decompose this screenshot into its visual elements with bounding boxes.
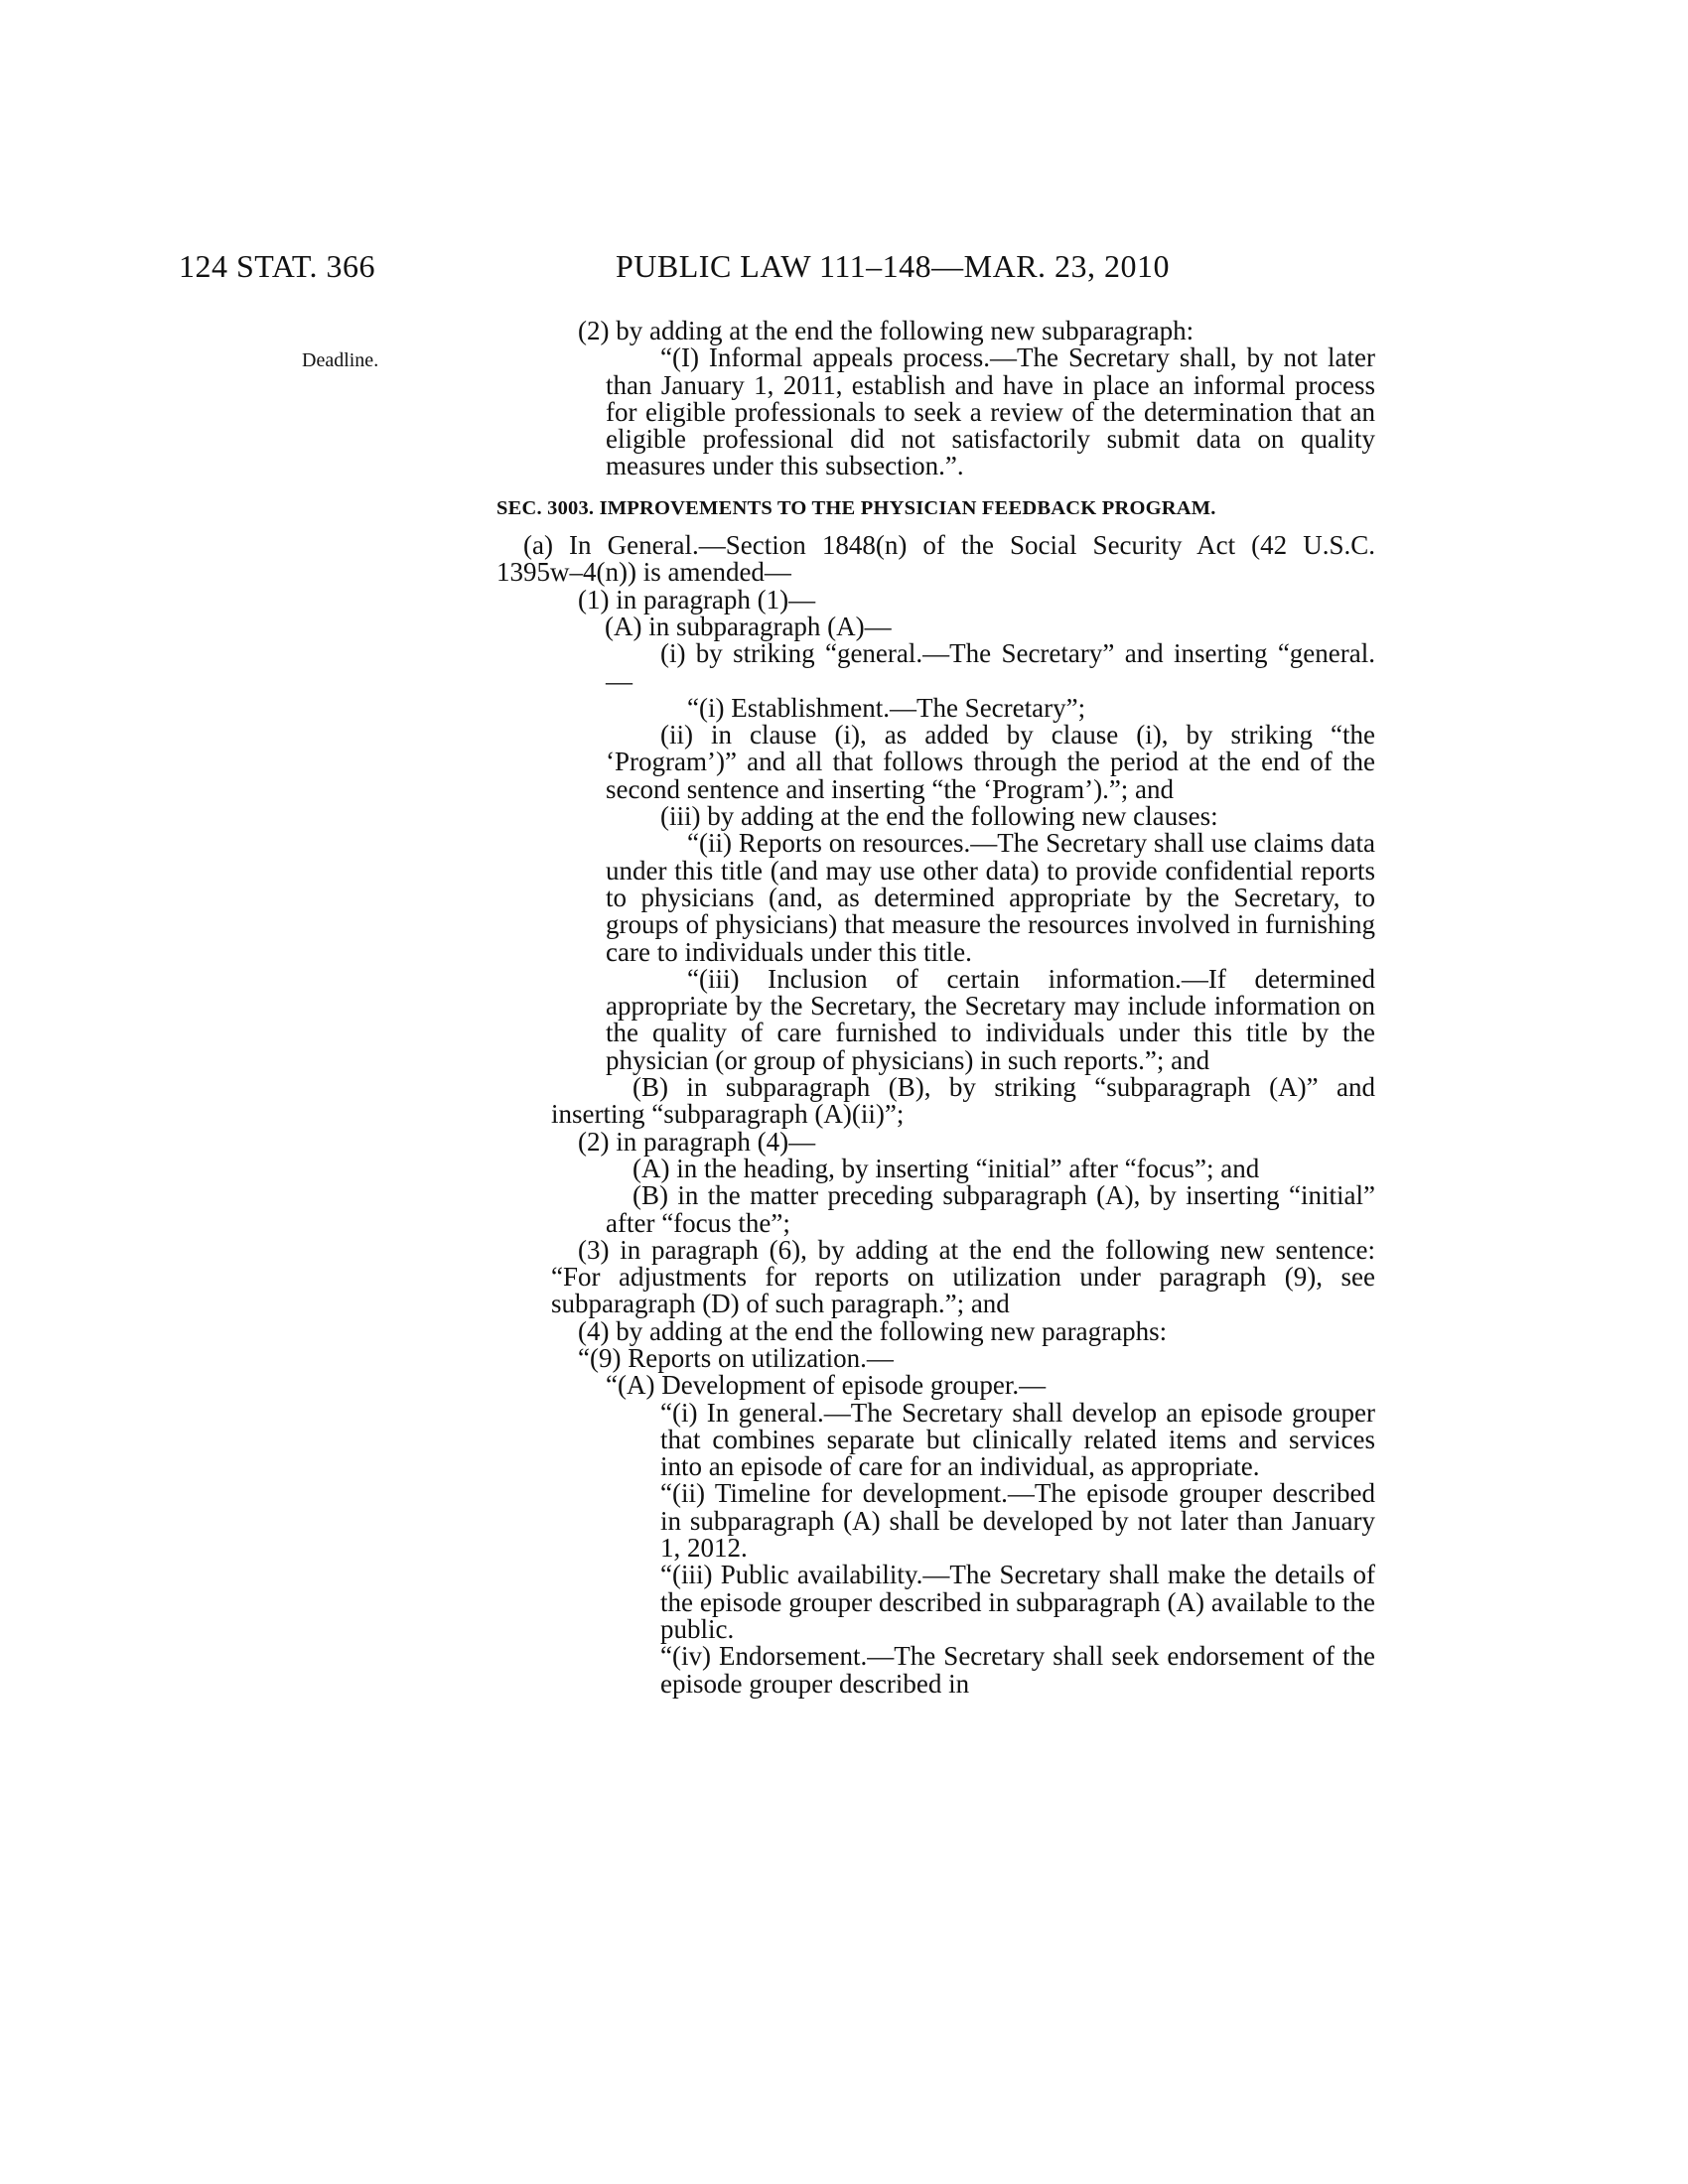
- paragraph: (2) in paragraph (4)—: [578, 1126, 816, 1157]
- paragraph: (2) by adding at the end the following new subparagraph:: [578, 316, 1195, 345]
- paragraph: “(A) Development of episode grouper.—: [606, 1370, 1047, 1401]
- paragraph: “(iii) Inclusion of certain information.—If determined appropriate by the Secretary, the Secretary may include information on the quality of care furnished to individuals under this title by the physician (or group of physicians) in such reports.”; and: [606, 963, 1375, 1075]
- paragraph: “(i) In general.—The Secretary shall develop an episode grouper that combines separate but clinically related items and services into an episode of care for an individual, as appropriate.: [660, 1397, 1375, 1482]
- paragraph: (B) in subparagraph (B), by striking “subparagraph (A)” and inserting “subparagraph (A)(ii)”;: [551, 1072, 1375, 1130]
- paragraph: (a) In General.—Section 1848(n) of the Social Security Act (42 U.S.C. 1395w–4(n)) is amended—: [496, 530, 1375, 588]
- paragraph: “(I) Informal appeals process.—The Secretary shall, by not later than January 1, 2011, establish and have in place an informal process for eligible professionals to seek a review of the determination that an eligible professional did not satisfactorily submit data on quality measures under this subsection.”.: [606, 342, 1375, 481]
- paragraph: (iii) by adding at the end the following new clauses:: [660, 801, 1218, 832]
- section-heading: SEC. 3003. IMPROVEMENTS TO THE PHYSICIAN FEEDBACK PROGRAM.: [496, 496, 1216, 519]
- statute-page-number: 124 STAT. 366: [179, 248, 376, 284]
- paragraph: “(i) Establishment.—The Secretary”;: [687, 692, 1086, 723]
- paragraph: “(9) Reports on utilization.—: [578, 1342, 894, 1373]
- paragraph: (ii) in clause (i), as added by clause (i), by striking “the ‘Program’)” and all that follows through the period at the end of the second sentence and inserting “the ‘Program’).”; and: [606, 720, 1375, 804]
- paragraph: (3) in paragraph (6), by adding at the end the following new sentence: “For adjustments for reports on utilization under paragraph (9), see subparagraph (D) of such paragraph.”; and: [551, 1234, 1375, 1319]
- paragraph: (1) in paragraph (1)—: [578, 584, 816, 614]
- paragraph: (4) by adding at the end the following new paragraphs:: [578, 1315, 1168, 1346]
- body-text: [496, 316, 1375, 1699]
- paragraph: (i) by striking “general.—The Secretary” and inserting “general.—: [606, 638, 1375, 696]
- paragraph: “(ii) Reports on resources.—The Secretary shall use claims data under this title (and may use other data) to provide confidential reports to physicians (and, as determined appropriate by the Secretary, to groups of physicians) that measure the resources involved in furnishing care to individuals under this title.: [606, 828, 1375, 967]
- paragraph: (A) in subparagraph (A)—: [605, 611, 892, 641]
- paragraph: (A) in the heading, by inserting “initial” after “focus”; and: [633, 1153, 1260, 1183]
- section-body: [496, 532, 1375, 1698]
- paragraph: (B) in the matter preceding subparagraph (A), by inserting “initial” after “focus the”;: [606, 1180, 1375, 1238]
- paragraph: “(ii) Timeline for development.—The episode grouper described in subparagraph (A) shall be developed by not later than January 1, 2012.: [660, 1478, 1375, 1564]
- margin-note-deadline: Deadline.: [302, 349, 379, 371]
- paragraph: “(iii) Public availability.—The Secretary shall make the details of the episode grouper described in subparagraph (A) available to the public.: [660, 1560, 1375, 1644]
- paragraph: “(iv) Endorsement.—The Secretary shall seek endorsement of the episode grouper described in: [660, 1641, 1375, 1699]
- running-header-title: PUBLIC LAW 111–148—MAR. 23, 2010: [616, 248, 1171, 284]
